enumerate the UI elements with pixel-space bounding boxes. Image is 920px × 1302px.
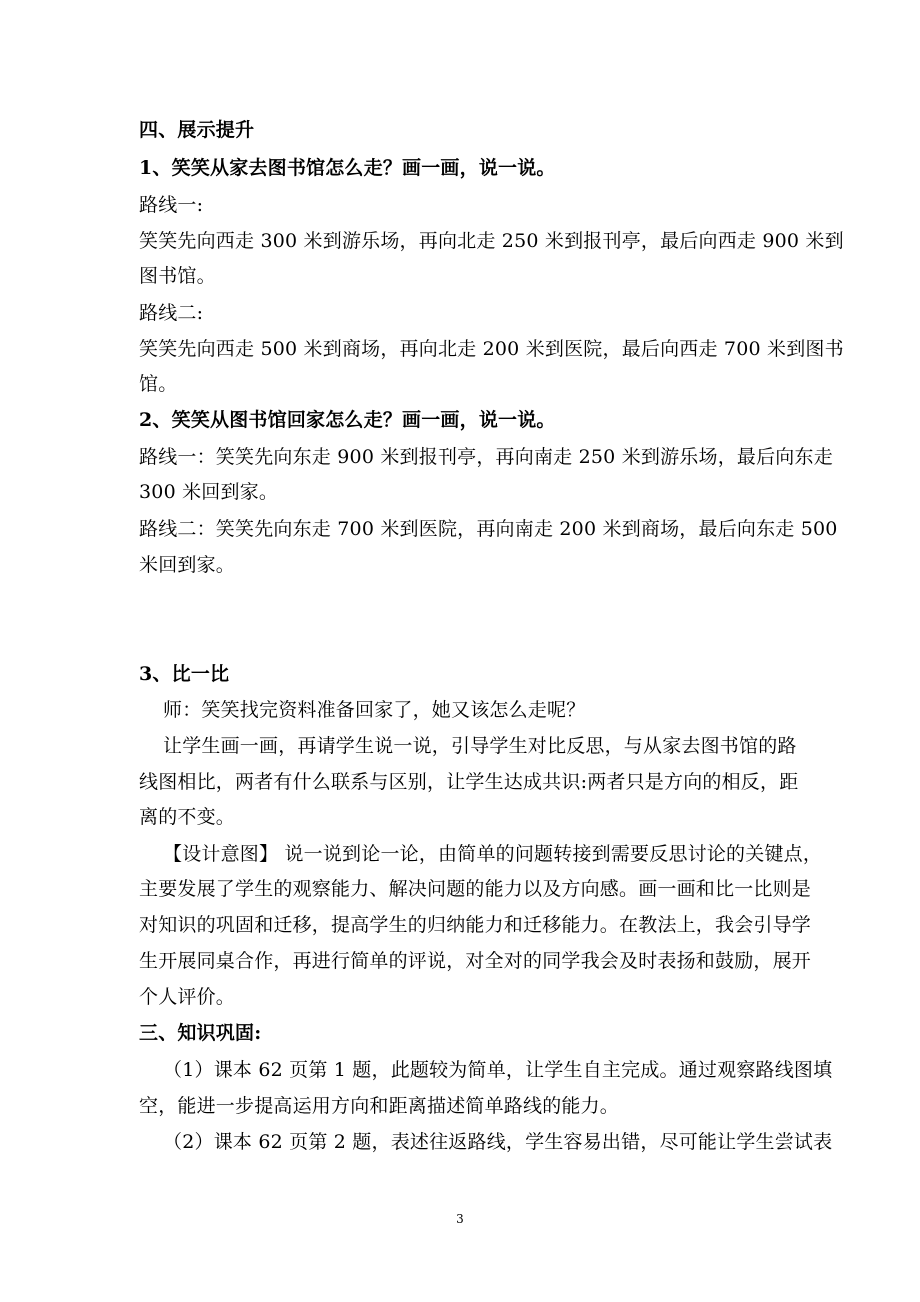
exercise-1-line-2: 空，能进一步提高运用方向和距离描述简单路线的能力。: [139, 1095, 620, 1117]
exercise-1-line-1: （1）课本 62 页第 1 题，此题较为简单，让学生自主完成。通过观察路线图填: [163, 1059, 833, 1081]
question-2-title: 2、笑笑从图书馆回家怎么走？画一画，说一说。: [139, 409, 556, 431]
exercise-2-line-1: （2）课本 62 页第 2 题，表述往返路线，学生容易出错，尽可能让学生尝试表: [163, 1131, 833, 1153]
design-intent-line-2: 主要发展了学生的观察能力、解决问题的能力以及方向感。画一画和比一比则是: [139, 878, 812, 900]
q3-teacher-prompt: 师：笑笑找完资料准备回家了，她又该怎么走呢？: [163, 699, 586, 721]
q2-route-2-text-line-2: 米回到家。: [139, 554, 236, 576]
q1-route-1-label: 路线一:: [139, 194, 204, 216]
q2-route-1-text-line-2: 300 米回到家。: [139, 481, 279, 503]
q3-paragraph-line-2: 线图相比，两者有什么联系与区别，让学生达成共识:两者只是方向的相反，距: [139, 771, 799, 793]
q3-paragraph-line-3: 离的不变。: [139, 806, 236, 828]
q1-route-1-text-line-2: 图书馆。: [139, 265, 216, 287]
design-intent-line-1: 【设计意图】 说一说到论一论，由简单的问题转接到需要反思讨论的关键点，: [163, 843, 823, 865]
q1-route-2-text-line-2: 馆。: [139, 373, 178, 395]
q1-route-1-text-line-1: 笑笑先向西走 300 米到游乐场，再向北走 250 米到报刊亭，最后向西走 900 米到: [139, 230, 844, 252]
q2-route-2-text-line-1: 路线二：笑笑先向东走 700 米到医院，再向南走 200 米到商场，最后向东走 500: [139, 518, 838, 540]
section-heading-showcase: 四、展示提升: [139, 119, 255, 141]
q1-route-2-label: 路线二:: [139, 302, 204, 324]
design-intent-line-4: 生开展同桌合作，再进行简单的评说，对全对的同学我会及时表扬和鼓励，展开: [139, 950, 812, 972]
q1-route-2-text-line-1: 笑笑先向西走 500 米到商场，再向北走 200 米到医院，最后向西走 700 米到图书: [139, 338, 844, 360]
page-number: 3: [456, 1212, 464, 1226]
section-heading-consolidation: 三、知识巩固:: [139, 1022, 262, 1044]
q3-paragraph-line-1: 让学生画一画，再请学生说一说，引导学生对比反思，与从家去图书馆的路: [163, 735, 797, 757]
q2-route-1-text-line-1: 路线一：笑笑先向东走 900 米到报刊亭，再向南走 250 米到游乐场，最后向东走: [139, 446, 833, 468]
design-intent-line-5: 个人评价。: [139, 986, 236, 1008]
question-1-title: 1、笑笑从家去图书馆怎么走？画一画，说一说。: [139, 157, 556, 179]
design-intent-line-3: 对知识的巩固和迁移，提高学生的归纳能力和迁移能力。在教法上，我会引导学: [139, 914, 812, 936]
question-3-title: 3、比一比: [139, 663, 230, 685]
